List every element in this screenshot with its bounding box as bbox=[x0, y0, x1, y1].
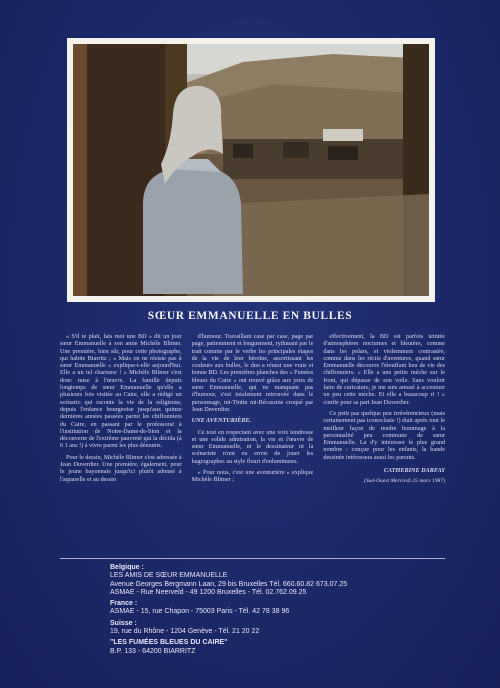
publisher-name: "LES FUMÉES BLEUES DU CAIRE" bbox=[110, 639, 228, 647]
address-suisse bbox=[110, 620, 440, 637]
article-column-2 bbox=[192, 333, 314, 555]
address-line: B.P. 133 - 64200 BIARRITZ bbox=[110, 647, 196, 655]
address-line: LES AMIS DE SŒUR EMMANUELLE bbox=[110, 572, 228, 580]
address-block bbox=[110, 564, 440, 659]
paragraph: Ce tout en respectant avec une voix tendresse et une solide admiration, la vie et l'œuvre de sœur Emmanuelle, ni le dessinateur ni la scénariste n'ont eu envie de jouer les hagiographes au style fleuri d'enluminures. bbox=[191, 428, 314, 465]
address-line: Avenue Georges Bergmann Laan, 29 bis Bruxelles Tél. 660.60.82 673.07.25 bbox=[110, 580, 348, 588]
paragraph: effectivement, la BD est parfois teintée d'atmosphères nocturnes et bleutées, comme dans les polars, et violemment contrastée, comme dans les récits d'aventures, quand sœur Emmanuelle découvre l'étouffant lieu de vie des chiffonniers. « Elle a une petite mèche sur le front, qui dépasse de son voile. Sans vouloir faire de caricature, je me suis amusé à accentuer un peu cette mèche. Et elle a beaucoup ri ! » confie pour sa part Jean Duverdier. bbox=[323, 333, 446, 406]
subheading: UNE AVENTURIÈRE. bbox=[191, 417, 252, 425]
country-label: France : bbox=[110, 600, 138, 608]
paragraph: « Pour nous, c'est une aventurière » explique Michèle Blimer ; bbox=[191, 469, 314, 484]
cover-photo-frame bbox=[67, 38, 435, 302]
address-line: 19, rue du Rhône - 1204 Genève - Tél. 21 20 22 bbox=[110, 628, 260, 636]
address-belgique bbox=[110, 564, 440, 597]
article-column-1 bbox=[60, 333, 182, 555]
divider bbox=[60, 558, 445, 559]
address-publisher bbox=[110, 639, 440, 656]
cover-photo bbox=[73, 44, 429, 296]
address-france bbox=[110, 600, 440, 617]
photo-illustration bbox=[73, 44, 429, 296]
paragraph: « S'il te plait, fais moi une BD » dit un jour sœur Emmanuelle à son amie Michèle Blimer. Une première, bien sûr, pour cette photographe, qui habite Biarritz ; « Mais on ne résiste pas à sœur Emmanuelle » explique-t-elle aujourd'hui. Elle a un tel charisme ! » Michèle Blimer s'est donc mise à l'œuvre. La famille depuis longtemps de sœur Emmanuelle qu'elle a plusieurs fois visitée au Caire, elle a rédigé un scénario qui raconte la vie de la religieuse, depuis l'enfance bourgeoise jusqu'aux quinze dernières années passées parmi les chiffonniers du Caire, en passant par le professorat à l'institution de Notre-Dame-de-Sion et la découverte de l'extrême pauvreté qui la décida (à 6 1 ans !) à vivre parmi les plus démunis. bbox=[60, 333, 182, 450]
article-column-3 bbox=[323, 333, 445, 555]
address-line: ASMAE - 15, rue Chapon - 75003 Paris - Tél. 42 78 38 96 bbox=[110, 608, 290, 616]
country-label: Belgique : bbox=[110, 564, 144, 571]
paragraph: d'humour. Travaillant case par case, page par page, patiemment et longuement, rythmant par le trait comme par le verbe les principales étapes de la vie de leur héroïne, assortissant les couleurs aux bulles, le duo a réussi une vraie et bonne BD. Les premières planches des « Fumées bleues du Caire » ont trouvé grâce aux yeux de sœur Emmanuelle, qui ne manquant pas d'humour, s'est totalement retrouvée dans le personnage, mi-Tintin mi-Bécassine croqué par Jean Duverdier. bbox=[191, 333, 314, 413]
author-signature: CATHERINE DARFAY bbox=[383, 467, 446, 475]
article-body bbox=[60, 333, 445, 555]
paragraph: Pour le dessin, Michèle Blimer s'est adressée à Jean Duverdier. Une première, également, pour le jeune bayonnais jusqu'ici plutôt adonné à l'aquarelle et au dessin bbox=[60, 453, 182, 483]
article-title: SŒUR EMMANUELLE EN BULLES bbox=[147, 310, 353, 322]
paragraph: Ce petit pas quelque peu irrévérencieux (mais certainement pas iconoclaste !) était après tout le meilleur façon de rendre hommage à la personnalité peu commune de sœur Emmanuelle. La d'y intéresser le plus grand nombre : conçue pour les enfants, la bande dessinée intéressera aussi les parents. bbox=[323, 409, 446, 461]
address-line: ASMAE - Rue Neerveld - 49 1200 Bruxelles - Tél. 02.762.09.25 bbox=[110, 588, 307, 596]
country-label: Suisse : bbox=[110, 619, 137, 627]
source-citation: (Sud-Ouest Mercredi 25 mars 1987) bbox=[364, 478, 446, 485]
